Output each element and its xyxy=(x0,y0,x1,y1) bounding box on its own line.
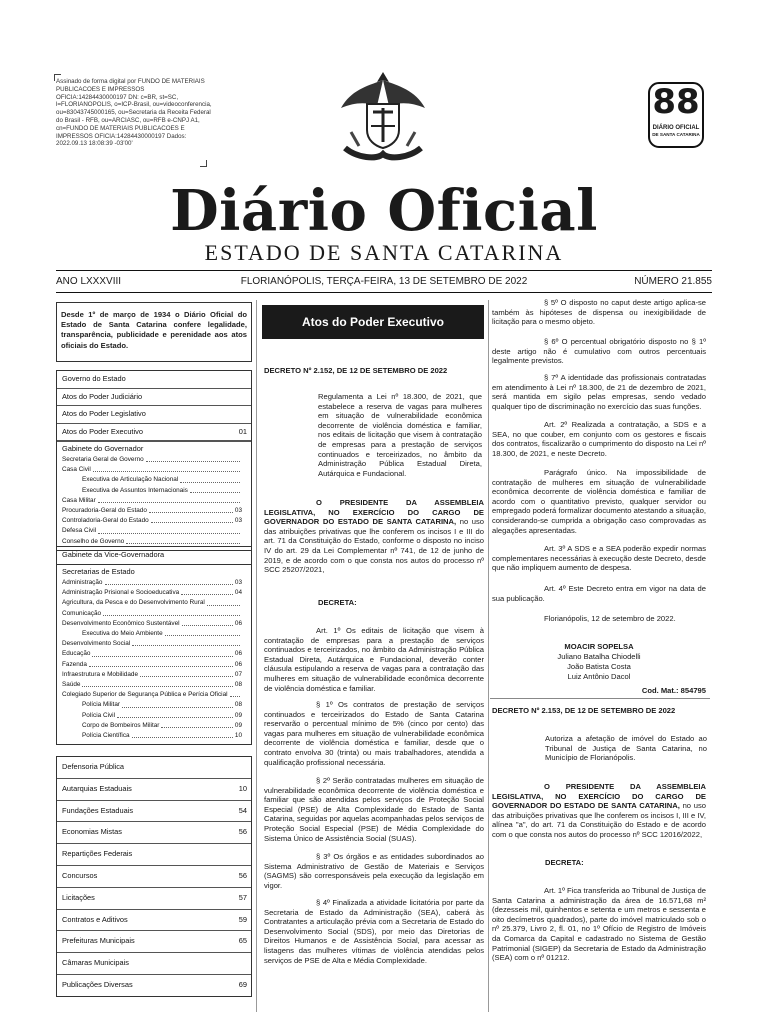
decree-paragraph: § 7º A identidade das profissionais contratadas em atendimento à Lei nº 18.300, de 21 de dezembro de 2021, será mantida em sigilo pelas empresas, sendo vedado qualquer tipo de discriminação no exercício das suas funções. xyxy=(492,373,706,411)
summary-subitem[interactable]: Saúde 08 xyxy=(62,681,242,689)
leader-dots xyxy=(190,486,240,493)
leader-dots xyxy=(207,598,240,605)
decree-date: Florianópolis, 12 de setembro de 2022. xyxy=(544,614,676,623)
badge-number: 88 xyxy=(652,82,700,122)
intro-box: Desde 1º de março de 1934 o Diário Oficial do Estado de Santa Catarina confere legalidade, transparência, publicidade e perenidade aos atos oficiais do Estado. xyxy=(56,302,252,362)
summary-subitem[interactable]: Casa Civil xyxy=(62,465,246,475)
decree-decreta: DECRETA: xyxy=(545,858,584,867)
summary-item[interactable]: Atos do Poder Executivo 01 xyxy=(57,424,251,442)
decree-ementa: Autoriza a afetação de imóvel do Estado ao Tribunal de Justiça de Santa Catarina, no Município de Florianópolis. xyxy=(545,734,707,763)
summary-item[interactable]: Defensoria Pública xyxy=(57,757,251,779)
summary-subitem[interactable]: Fazenda 06 xyxy=(62,660,242,668)
coat-of-arms-icon xyxy=(337,68,429,166)
summary-subitem[interactable]: Comunicação xyxy=(62,609,246,619)
badge-line-1: DIÁRIO OFICIAL xyxy=(652,125,700,131)
rule-bottom xyxy=(56,292,712,293)
leader-dots xyxy=(126,537,240,544)
masthead-title: Diário Oficial xyxy=(170,178,598,244)
decree-decreta: DECRETA: xyxy=(318,598,357,607)
leader-dots xyxy=(92,649,232,656)
summary-item[interactable]: Licitações 57 xyxy=(57,888,251,910)
summary-subitem[interactable]: Executiva de Assuntos Internacionais xyxy=(62,486,246,496)
leader-dots xyxy=(181,588,233,595)
leader-dots xyxy=(103,609,240,616)
decree-paragraph: § 3º Os órgãos e as entidades subordinados ao Sistema Administrativo de Gestão de Materiais e Serviços (SAGMS) são corresponsáveis pela execução da legislação em vigor. xyxy=(264,852,484,890)
leader-dots xyxy=(140,670,233,677)
summary-secretarias xyxy=(56,564,252,745)
decree-preamble: O PRESIDENTE DA ASSEMBLEIA LEGISLATIVA, NO EXERCÍCIO DO CARGO DE GOVERNADOR DO ESTADO DE SANTA CATARINA, no uso das atribuições privativas que lhe conferem os incisos I, III e IV, alínea "a", do art. 71 da Constituição do Estado e de acordo com o que consta nos autos do processo nº SCC 12016/2022, xyxy=(492,782,706,839)
summary-subitem[interactable]: Corpo de Bombeiros Militar 09 xyxy=(82,721,242,729)
masthead-subtitle: ESTADO DE SANTA CATARINA xyxy=(204,240,564,265)
summary-item[interactable]: Fundações Estaduais 54 xyxy=(57,801,251,823)
summary-vice xyxy=(56,546,252,565)
decree-title: DECRETO Nº 2.152, DE 12 DE SETEMBRO DE 2022 xyxy=(264,366,448,375)
column-divider-2 xyxy=(488,300,489,1012)
leader-dots xyxy=(165,629,240,636)
summary-item[interactable]: Concursos 56 xyxy=(57,866,251,888)
summary-gabinete xyxy=(57,441,251,550)
summary-item[interactable]: Atos do Poder Judiciário xyxy=(57,389,251,407)
decree-article: Art. 3º A SDS e a SEA poderão expedir normas complementares necessárias à execução deste Decreto, desde que não impliquem aumento de despesa. xyxy=(492,544,707,573)
co-signer: João Batista Costa xyxy=(567,662,631,671)
decree-paragraph: Parágrafo único. Na impossibilidade de contratação de mulheres em situação de vulnerabilidade econômica decorrente de violência doméstica e familiar de acordo com o quantitativo previsto, qualquer servidor ou empregado poderá formalizar documento atestando a situação, considerando-se cumprida a obrigação caso comprovadas as alegações apresentadas. xyxy=(492,468,706,535)
decree-article: Art. 1º Os editais de licitação que visem à contratação de empresas para a prestação de serviços continuados e terceirizados, no âmbito da Administração Pública Estadual Direta, Autárquica e Fundacional, deverão conter cláusula estipulando a reserva de vagas para a contratação das mulheres em situação de vulnerabilidade econômica decorrente de violência doméstica e familiar. xyxy=(264,626,484,693)
column-divider-1 xyxy=(256,300,257,1012)
summary-bottom xyxy=(56,756,252,997)
summary-item[interactable]: Contratos e Aditivos 59 xyxy=(57,910,251,932)
summary-item[interactable]: Prefeituras Municipais 65 xyxy=(57,931,251,953)
summary-group-label: Gabinete do Governador xyxy=(62,444,144,453)
decree-separator xyxy=(490,698,710,699)
leader-dots xyxy=(230,690,240,697)
leader-dots xyxy=(146,455,240,462)
decree-paragraph: § 4º Finalizada a atividade licitatória por parte da Secretaria de Estado da Administração (SEA), caberá às Contratantes a articulação prévia com a Secretaria de Estado do Desenvolvimento Social (SDS), por meio das Diretorias de Direitos Humanos e de Assistência Social, para acessar as listagens das mulheres vítimas de violência atendidas pelos serviços de PSE de Alta e Média Complexidade. xyxy=(264,898,484,965)
decree-paragraph: § 1º Os contratos de prestação de serviços continuados e terceirizados do Estado de Santa Catarina reservarão o percentual mínimo de 5% (cinco por cento) das vagas para mulheres em situação de vulnerabilidade econômica decorrente de violência doméstica e familiar, desde que o contrato envolva 30 (trinta) ou mais trabalhadores, atendida a qualificação profissional necessária. xyxy=(264,700,484,767)
leader-dots xyxy=(89,660,233,667)
section-banner: Atos do Poder Executivo xyxy=(262,305,484,339)
leader-dots xyxy=(98,526,240,533)
summary-subitem[interactable]: Conselho de Governo xyxy=(62,537,246,547)
decree-article: Art. 1º Fica transferida ao Tribunal de Justiça de Santa Catarina a administração da área de 16.571,68 m² (dezesseis mil, quinhentos e setenta e um metros e sessenta e oito decímetros quadrados), parte do imóvel matriculado sob o nº 25.379, Livro 2, fl. 01, no 1º Ofício de Registro de Imóveis da Comarca da Capital e cadastrado no Sistema de Gestão Patrimonial (SIGEP) da Secretaria de Estado da Administração (SEA) com o nº 01212. xyxy=(492,886,706,963)
summary-group-label: Secretarias de Estado xyxy=(62,567,135,576)
edition-number: NÚMERO 21.855 xyxy=(634,276,712,287)
co-signer: Juliano Batalha Chiodelli xyxy=(557,652,641,661)
decree-article: Art. 4º Este Decreto entra em vigor na data de sua publicação. xyxy=(492,584,706,603)
leader-dots xyxy=(132,731,233,738)
summary-subitem[interactable]: Polícia Civil 09 xyxy=(82,711,242,719)
leader-dots xyxy=(132,639,240,646)
decree-title: DECRETO Nº 2.153, DE 12 DE SETEMBRO DE 2022 xyxy=(492,706,676,715)
leader-dots xyxy=(149,506,233,513)
summary-gabinete-list xyxy=(62,455,246,547)
signer-name: MOACIR SOPELSA xyxy=(564,642,634,651)
decree-paragraph: § 5º O disposto no caput deste artigo aplica-se também às hipóteses de dispensa ou inexigibilidade de licitação para o mesmo objeto. xyxy=(492,298,706,327)
leader-dots xyxy=(98,496,240,503)
summary-subitem[interactable]: Procuradoria-Geral do Estado 03 xyxy=(62,507,242,515)
leader-dots xyxy=(93,465,240,472)
summary-subitem[interactable]: Controladoria-Geral do Estado 03 xyxy=(62,517,242,525)
decree-ementa: Regulamenta a Lei nº 18.300, de 2021, que estabelece a reserva de vagas para mulheres em situação de vulnerabilidade econômica decorrente de violência doméstica e familiar, nos editais de licitação que visem à contratação de empresas para a prestação de serviços continuados e terceirizados, no âmbito da Administração Pública Estadual Direta, Autárquica e Fundacional. xyxy=(318,392,482,478)
summary-subitem[interactable]: Polícia Militar 08 xyxy=(82,701,242,709)
summary-subitem[interactable]: Administração 03 xyxy=(62,579,242,586)
rule-top xyxy=(56,270,712,271)
summary-top xyxy=(56,370,252,551)
badge-line-2: DE SANTA CATARINA xyxy=(652,132,700,137)
leader-dots xyxy=(161,721,232,728)
summary-item[interactable]: Publicações Diversas 69 xyxy=(62,979,247,989)
summary-subitem[interactable]: Educação 06 xyxy=(62,650,242,658)
summary-item[interactable]: Câmaras Municipais xyxy=(57,953,251,975)
decree-preamble: O PRESIDENTE DA ASSEMBLEIA LEGISLATIVA, NO EXERCÍCIO DO CARGO DE GOVERNADOR DO ESTADO DE SANTA CATARINA, no uso das atribuições privativas que lhe conferem os incisos I e III do art. 71 da Constituição do Estado, conforme o disposto no inciso IV do art. 29 da Lei Complementar nº 741, de 12 de junho de 2019, e de acordo com o que consta nos autos do processo nº SCC 25207/2021, xyxy=(264,498,484,575)
summary-subitem[interactable]: Defesa Civil xyxy=(62,526,246,536)
summary-item[interactable]: Atos do Poder Legislativo xyxy=(57,406,251,424)
summary-item[interactable]: Repartições Federais xyxy=(57,844,251,866)
summary-subitem[interactable]: Desenvolvimento Social xyxy=(62,639,246,649)
digital-signature-text: Assinado de forma digital por FUNDO DE MATERIAIS PUBLICACOES E IMPRESSOS OFICIA:14284430000197 DN: c=BR, st=SC, l=FLORIANOPOLIS, o=ICP-Brasil, ou=videoconferencia, ou=83043745000165, ou=Secretaria da Receita Federal do Brasil - RFB, ou=ARCIASC, ou=RFB e-CNPJ A1, cn=FUNDO DE MATERIAIS PUBLICACOES E IMPRESSOS OFICIA:14284430000197 Dados: 2022.09.13 18:08:39 -03'00' xyxy=(56,78,212,148)
summary-subitem[interactable]: Colegiado Superior de Segurança Pública e Perícia Oficial xyxy=(62,690,246,700)
edition-place-date: FLORIANÓPOLIS, TERÇA-FEIRA, 13 DE SETEMBRO DE 2022 xyxy=(240,276,528,287)
summary-item[interactable]: Economias Mistas 56 xyxy=(57,822,251,844)
summary-subitem[interactable]: Agricultura, da Pesca e do Desenvolvimento Rural xyxy=(62,598,246,608)
leader-dots xyxy=(180,475,240,482)
summary-item[interactable]: Gabinete da Vice-Governadora xyxy=(62,550,165,559)
summary-secretarias-list xyxy=(62,578,246,741)
edition-year: ANO LXXXVIII xyxy=(56,276,122,287)
summary-subitem[interactable]: Secretaria Geral de Governo xyxy=(62,455,246,465)
summary-subitem[interactable]: Casa Militar xyxy=(62,496,246,506)
summary-subitem[interactable]: Polícia Científica 10 xyxy=(82,732,242,740)
leader-dots xyxy=(105,578,233,585)
summary-subitem[interactable]: Administração Prisional e Socioeducativa 04 xyxy=(62,589,242,597)
leader-dots xyxy=(182,619,233,626)
decree-paragraph: § 2º Serão contratadas mulheres em situação de vulnerabilidade econômica decorrente de violência doméstica e familiar que são atendidas pelos serviços de Proteção Social Especial (PSE) de Alta Complexidade do Estado de Santa Catarina, seguidas por aquelas acompanhadas pelos serviços de Proteção Social Especial (PSE) de Média Complexidade do Sistema Único de Assistência Social (SUAS). xyxy=(264,776,484,843)
summary-subitem[interactable]: Infraestrutura e Mobilidade 07 xyxy=(62,670,242,678)
cod-mat: Cod. Mat.: 854795 xyxy=(641,686,706,695)
decree-paragraph: § 6º O percentual obrigatório disposto no § 1º deste artigo não é cumulativo com outros percentuais legalmente previstos. xyxy=(492,337,706,366)
leader-dots xyxy=(151,516,233,523)
summary-subitem[interactable]: Desenvolvimento Econômico Sustentável 06 xyxy=(62,619,242,627)
co-signer: Luiz Antônio Dacol xyxy=(567,672,631,681)
crop-mark-bottom-right xyxy=(200,160,207,167)
leader-dots xyxy=(122,700,233,707)
leader-dots xyxy=(82,680,232,687)
summary-item[interactable]: Autarquias Estaduais 10 xyxy=(57,779,251,801)
decree-article: Art. 2º Realizada a contratação, a SDS e a SEA, no que couber, em conjunto com os gestores e fiscais dos contratos, fiscalizarão o cumprimento do disposto na Lei nº 18.300, de 2021, e neste Decreto. xyxy=(492,420,706,458)
summary-subitem[interactable]: Executiva de Articulação Nacional xyxy=(62,475,246,485)
summary-item[interactable]: Governo do Estado xyxy=(57,371,251,389)
leader-dots xyxy=(117,711,233,718)
summary-subitem[interactable]: Executiva do Meio Ambiente xyxy=(62,629,246,639)
